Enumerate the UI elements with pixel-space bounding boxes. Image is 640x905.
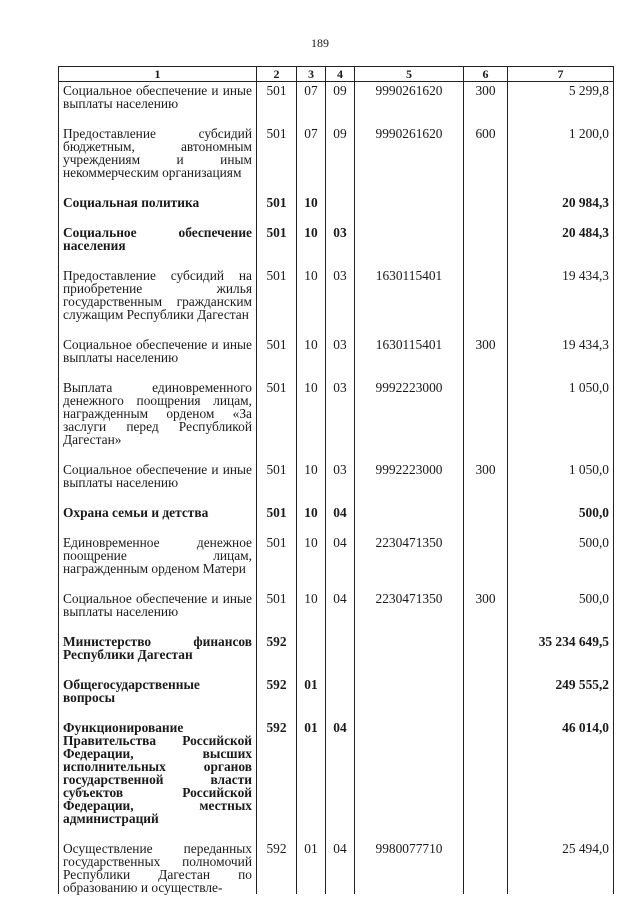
spacer-cell [464,575,508,590]
amount-cell: 25 494,0 [508,840,614,894]
expense-name-cell: Предоставление субсидий на приобретение жилья государственным гражданским служащим Республики Дагестан [59,267,257,321]
expense-type-cell [464,534,508,575]
column-header: 4 [326,67,355,82]
target-article-cell: 2230471350 [355,534,464,575]
spacer-cell [257,825,297,840]
spacer-cell [355,179,464,194]
section-code-cell: 10 [297,504,326,519]
spacer-cell [59,519,257,534]
column-header: 5 [355,67,464,82]
section-code-cell: 01 [297,840,326,894]
spacer-cell [508,252,614,267]
spacer-cell [508,110,614,125]
spacer-cell [464,704,508,719]
amount-cell: 19 434,3 [508,336,614,364]
spacer-cell [508,209,614,224]
table-row [59,534,614,575]
expense-type-cell [464,267,508,321]
section-code-cell: 01 [297,719,326,825]
amount-cell: 19 434,3 [508,267,614,321]
spacer-cell [297,209,326,224]
spacer-cell [297,618,326,633]
spacer-cell [326,519,355,534]
row-spacer [59,179,614,194]
target-article-cell [355,194,464,209]
expense-name-cell: Единовременное денежное поощрение лицам, награжденным орденом Матери [59,534,257,575]
subsection-code-cell: 04 [326,590,355,618]
spacer-cell [464,661,508,676]
amount-cell: 500,0 [508,534,614,575]
row-spacer [59,575,614,590]
spacer-cell [257,179,297,194]
expense-name-cell: Социальное обеспечение и иные выплаты населению [59,336,257,364]
spacer-cell [257,618,297,633]
amount-cell: 35 234 649,5 [508,633,614,661]
spacer-cell [297,825,326,840]
target-article-cell [355,504,464,519]
spacer-cell [297,704,326,719]
spacer-cell [508,179,614,194]
section-code-cell [297,633,326,661]
subsection-code-cell: 03 [326,379,355,446]
expense-type-cell: 300 [464,336,508,364]
spacer-cell [464,179,508,194]
spacer-cell [59,209,257,224]
spacer-cell [508,321,614,336]
spacer-cell [257,321,297,336]
amount-cell: 249 555,2 [508,676,614,704]
expense-type-cell [464,379,508,446]
spacer-cell [464,446,508,461]
amount-cell: 1 200,0 [508,125,614,179]
admin-code-cell: 501 [257,534,297,575]
target-article-cell: 9990261620 [355,125,464,179]
spacer-cell [297,446,326,461]
row-spacer [59,825,614,840]
section-code-cell: 10 [297,379,326,446]
spacer-cell [257,110,297,125]
subsection-code-cell: 04 [326,504,355,519]
row-spacer [59,661,614,676]
section-code-cell: 10 [297,534,326,575]
amount-cell: 46 014,0 [508,719,614,825]
spacer-cell [257,364,297,379]
spacer-cell [508,825,614,840]
spacer-cell [508,446,614,461]
expense-type-cell [464,633,508,661]
admin-code-cell: 592 [257,840,297,894]
page-number: 189 [311,36,329,50]
spacer-cell [355,618,464,633]
target-article-cell: 9992223000 [355,461,464,489]
spacer-cell [59,179,257,194]
section-code-cell: 10 [297,461,326,489]
spacer-cell [297,364,326,379]
subsection-code-cell: 04 [326,534,355,575]
admin-code-cell: 501 [257,379,297,446]
expense-name-cell: Выплата единовременного денежного поощрения лицам, награжденным орденом «За заслуги перед Республикой Дагестан» [59,379,257,446]
spacer-cell [257,704,297,719]
table-row [59,461,614,489]
admin-code-cell: 501 [257,224,297,252]
section-code-cell: 10 [297,336,326,364]
column-header: 2 [257,67,297,82]
spacer-cell [508,704,614,719]
table-row [59,194,614,209]
table-row [59,379,614,446]
subsection-code-cell: 04 [326,719,355,825]
table-row [59,676,614,704]
spacer-cell [326,110,355,125]
admin-code-cell: 592 [257,676,297,704]
expense-type-cell: 300 [464,82,508,111]
spacer-cell [59,825,257,840]
row-spacer [59,321,614,336]
target-article-cell: 1630115401 [355,336,464,364]
spacer-cell [464,618,508,633]
table-row [59,719,614,825]
section-code-cell: 07 [297,125,326,179]
budget-table [58,66,614,894]
expense-name-cell: Социальная политика [59,194,257,209]
spacer-cell [326,179,355,194]
admin-code-cell: 501 [257,82,297,111]
row-spacer [59,446,614,461]
row-spacer [59,110,614,125]
expense-name-cell: Функционирование Правительства Российской Федерации, высших исполнительных органов государственной власти субъектов Российской Федерации, местных администраций [59,719,257,825]
expense-type-cell: 600 [464,125,508,179]
spacer-cell [59,252,257,267]
spacer-cell [326,252,355,267]
spacer-cell [297,179,326,194]
table-row [59,125,614,179]
subsection-code-cell [326,194,355,209]
admin-code-cell: 501 [257,125,297,179]
spacer-cell [326,575,355,590]
target-article-cell [355,633,464,661]
subsection-code-cell: 04 [326,840,355,894]
spacer-cell [257,446,297,461]
target-article-cell [355,676,464,704]
spacer-cell [59,321,257,336]
expense-name-cell: Социальное обеспечение и иные выплаты населению [59,590,257,618]
subsection-code-cell: 03 [326,461,355,489]
spacer-cell [464,252,508,267]
target-article-cell: 9990261620 [355,82,464,111]
admin-code-cell: 592 [257,633,297,661]
spacer-cell [326,704,355,719]
row-spacer [59,252,614,267]
subsection-code-cell [326,676,355,704]
spacer-cell [59,661,257,676]
spacer-cell [508,519,614,534]
spacer-cell [326,618,355,633]
amount-cell: 500,0 [508,590,614,618]
row-spacer [59,489,614,504]
spacer-cell [464,364,508,379]
table-row [59,590,614,618]
expense-name-cell: Министерство финансов Республики Дагестан [59,633,257,661]
spacer-cell [355,825,464,840]
table-row [59,336,614,364]
section-code-cell: 10 [297,194,326,209]
spacer-cell [297,252,326,267]
expense-type-cell: 300 [464,461,508,489]
expense-type-cell [464,676,508,704]
amount-cell: 1 050,0 [508,461,614,489]
expense-type-cell [464,719,508,825]
admin-code-cell: 592 [257,719,297,825]
spacer-cell [326,209,355,224]
spacer-cell [355,661,464,676]
row-spacer [59,704,614,719]
spacer-cell [355,252,464,267]
amount-cell: 1 050,0 [508,379,614,446]
spacer-cell [297,321,326,336]
amount-cell: 5 299,8 [508,82,614,111]
table-row [59,82,614,111]
expense-name-cell: Социальное обеспечение населения [59,224,257,252]
expense-type-cell [464,840,508,894]
spacer-cell [508,575,614,590]
spacer-cell [355,321,464,336]
column-header: 3 [297,67,326,82]
column-header: 7 [508,67,614,82]
spacer-cell [257,575,297,590]
expense-name-cell: Охрана семьи и детства [59,504,257,519]
spacer-cell [464,825,508,840]
target-article-cell: 9980077710 [355,840,464,894]
spacer-cell [326,321,355,336]
spacer-cell [297,575,326,590]
expense-type-cell: 300 [464,590,508,618]
target-article-cell: 1630115401 [355,267,464,321]
expense-name-cell: Социальное обеспечение и иные выплаты населению [59,461,257,489]
subsection-code-cell: 09 [326,125,355,179]
section-code-cell: 10 [297,590,326,618]
target-article-cell: 2230471350 [355,590,464,618]
spacer-cell [464,489,508,504]
admin-code-cell: 501 [257,504,297,519]
table-body [59,82,614,895]
spacer-cell [257,519,297,534]
spacer-cell [59,489,257,504]
spacer-cell [326,489,355,504]
column-header: 6 [464,67,508,82]
spacer-cell [355,364,464,379]
spacer-cell [297,519,326,534]
subsection-code-cell: 03 [326,224,355,252]
expense-type-cell [464,224,508,252]
spacer-cell [508,661,614,676]
subsection-code-cell: 03 [326,267,355,321]
admin-code-cell: 501 [257,461,297,489]
expense-name-cell: Предоставление субсидий бюджетным, автономным учреждениям и иным некоммерческим организациям [59,125,257,179]
section-code-cell: 01 [297,676,326,704]
expense-type-cell [464,194,508,209]
subsection-code-cell [326,633,355,661]
spacer-cell [355,519,464,534]
table-header-row [59,67,614,82]
column-header: 1 [59,67,257,82]
spacer-cell [508,618,614,633]
target-article-cell: 9992223000 [355,379,464,446]
spacer-cell [297,489,326,504]
spacer-cell [59,110,257,125]
admin-code-cell: 501 [257,336,297,364]
row-spacer [59,364,614,379]
spacer-cell [257,661,297,676]
section-code-cell: 10 [297,224,326,252]
spacer-cell [508,364,614,379]
spacer-cell [326,661,355,676]
table-row [59,504,614,519]
expense-name-cell: Социальное обеспечение и иные выплаты населению [59,82,257,111]
expense-type-cell [464,504,508,519]
spacer-cell [464,519,508,534]
spacer-cell [297,110,326,125]
spacer-cell [59,618,257,633]
amount-cell: 20 484,3 [508,224,614,252]
spacer-cell [326,446,355,461]
spacer-cell [257,209,297,224]
section-code-cell: 07 [297,82,326,111]
spacer-cell [464,209,508,224]
table-row [59,267,614,321]
spacer-cell [326,825,355,840]
row-spacer [59,519,614,534]
spacer-cell [257,489,297,504]
spacer-cell [59,446,257,461]
amount-cell: 20 984,3 [508,194,614,209]
spacer-cell [464,321,508,336]
spacer-cell [297,661,326,676]
subsection-code-cell: 03 [326,336,355,364]
spacer-cell [59,704,257,719]
spacer-cell [508,489,614,504]
table-row [59,633,614,661]
table-row [59,840,614,894]
spacer-cell [257,252,297,267]
spacer-cell [355,489,464,504]
target-article-cell [355,224,464,252]
section-code-cell: 10 [297,267,326,321]
spacer-cell [355,446,464,461]
target-article-cell [355,719,464,825]
spacer-cell [326,364,355,379]
expense-name-cell: Осуществление переданных государственных полномочий Республики Дагестан по образованию и осуществле- [59,840,257,894]
row-spacer [59,618,614,633]
spacer-cell [464,110,508,125]
spacer-cell [355,575,464,590]
spacer-cell [355,209,464,224]
expense-name-cell: Общегосударственные вопросы [59,676,257,704]
admin-code-cell: 501 [257,194,297,209]
admin-code-cell: 501 [257,590,297,618]
amount-cell: 500,0 [508,504,614,519]
row-spacer [59,209,614,224]
table-row [59,224,614,252]
subsection-code-cell: 09 [326,82,355,111]
spacer-cell [355,704,464,719]
spacer-cell [59,575,257,590]
spacer-cell [59,364,257,379]
spacer-cell [355,110,464,125]
admin-code-cell: 501 [257,267,297,321]
